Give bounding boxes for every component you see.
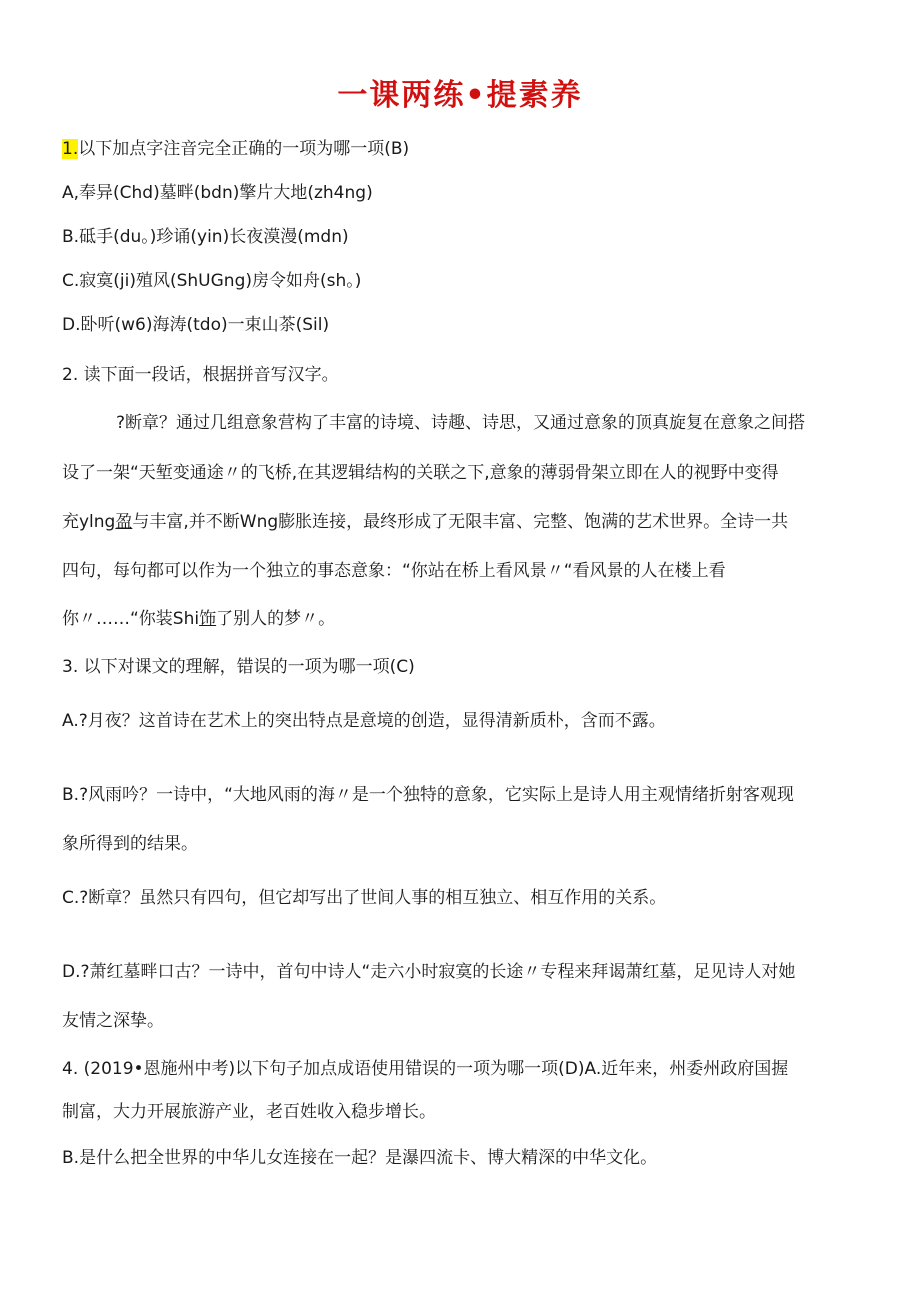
q1-number-highlight: 1. [62, 139, 79, 159]
q3-option-c: C.?断章？虽然只有四句，但它却写出了世间人事的相互独立、相互作用的关系。 [62, 888, 667, 908]
page-title: 一课两练•提素养 [337, 78, 583, 113]
q4-line-2: 制富，大力开展旅游产业，老百姓收入稳步增长。 [62, 1102, 436, 1122]
q3-stem: 3. 以下对课文的理解，错误的一项为哪一项(C) [62, 657, 415, 677]
q2-blank-ying: 盈 [115, 512, 133, 532]
q1-option-b: B.砥手(du。)珍诵(yin)长夜漠漫(mdn) [62, 227, 349, 247]
q2-blank-peng: 膨 [278, 512, 296, 532]
q2-passage-line-1: ?断章？通过几组意象营构了丰富的诗境、诗趣、诗思，又通过意象的顶真旋复在意象之间搭 [116, 413, 806, 433]
q4-line-1: 4. (2019•恩施州中考)以下句子加点成语使用错误的一项为哪一项(D)A.近年来，州委州政府国握 [62, 1059, 789, 1079]
q2-p3-post: 胀连接，最终形成了无限丰富、完整、饱满的艺术世界。全诗一共 [295, 512, 789, 532]
q1-stem: 以下加点字注音完全正确的一项为哪一项(B) [78, 139, 410, 159]
q2-p5-post: 了别人的梦〃。 [216, 609, 336, 629]
q2-passage-line-2: 设了一架“天堑变通途〃的飞桥,在其逻辑结构的关联之下,意象的薄弱骨架立即在人的视野中变得 [62, 463, 779, 483]
q3-option-d-line-1: D.?萧红墓畔口古？一诗中，首句中诗人“走六小时寂寞的长途〃专程来拜谒萧红墓，足见诗人对她 [62, 962, 796, 982]
q2-p3-pre: 充ylng [62, 512, 116, 532]
q2-p3-mid: 与丰富,并不断Wng [132, 512, 279, 532]
q2-passage-line-4: 四句，每句都可以作为一个独立的事态意象：“你站在桥上看风景〃“看风景的人在楼上看 [62, 561, 726, 581]
q4-option-b: B.是什么把全世界的中华儿女连接在一起？是瀑四流卡、博大精深的中华文化。 [62, 1148, 658, 1168]
q2-blank-shi: 饰 [199, 609, 217, 629]
q1-option-c: C.寂寞(ji)殖风(ShUGng)房令如舟(sh。) [62, 271, 362, 291]
q2-stem: 2. 读下面一段话，根据拼音写汉字。 [62, 365, 339, 385]
q2-passage-line-5 [62, 604, 882, 629]
q3-option-a: A.?月夜？这首诗在艺术上的突出特点是意境的创造，显得清新质朴，含而不露。 [62, 711, 666, 731]
q1-option-a: A,奉异(Chd)墓畔(bdn)擎片大地(zh4ng) [62, 183, 373, 203]
q2-passage-line-3 [62, 507, 882, 532]
q2-p5-pre: 你〃……“你装Shi [62, 609, 200, 629]
q3-option-b-line-2: 象所得到的结果。 [62, 834, 198, 854]
q3-option-d-line-2: 友情之深挚。 [62, 1011, 164, 1031]
q1-stem-line [62, 134, 882, 159]
q3-option-b-line-1: B.?风雨吟？一诗中，“大地风雨的海〃是一个独特的意象，它实际上是诗人用主观情绪折射客观现 [62, 785, 794, 805]
q1-option-d: D.卧听(w6)海涛(tdo)一束山茶(Sil) [62, 315, 330, 335]
